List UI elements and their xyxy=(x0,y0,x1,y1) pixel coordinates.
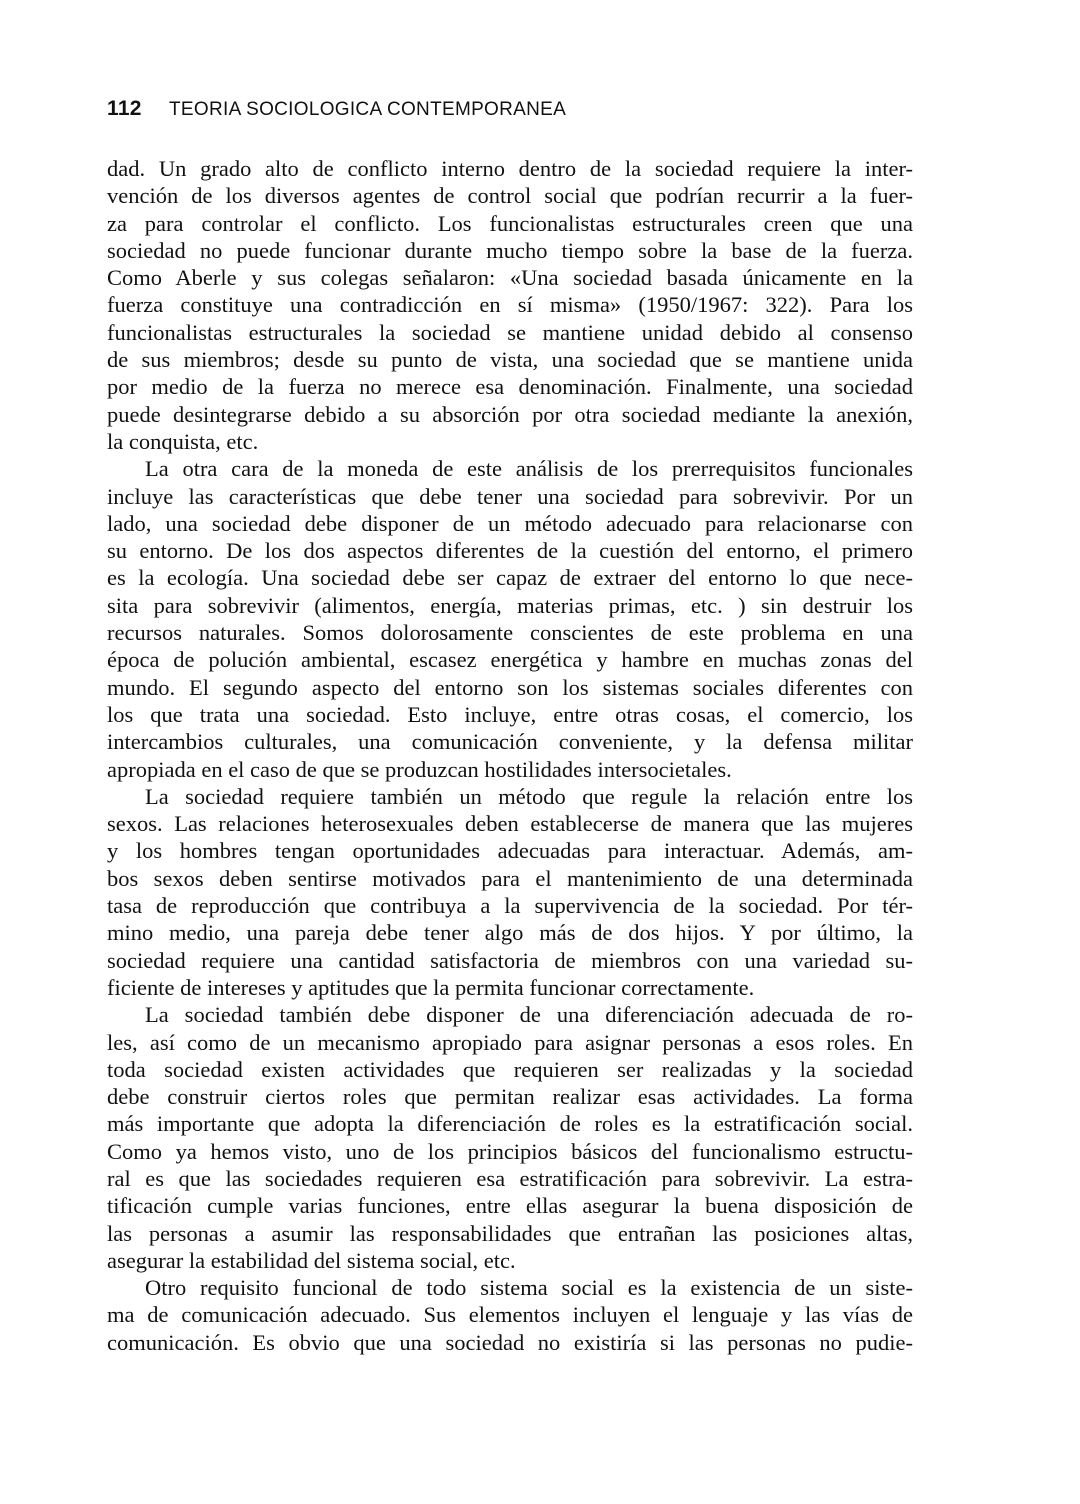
text-line: comunicación. Es obvio que una sociedad no existiría si las personas no pudie- xyxy=(107,1329,913,1355)
paragraph xyxy=(107,455,913,783)
text-line: Como Aberle y sus colegas señalaron: «Una sociedad basada únicamente en la xyxy=(107,265,913,291)
text-line: puede desintegrarse debido a su absorción por otra sociedad mediante la anexión, xyxy=(107,401,913,427)
text-line: lado, una sociedad debe disponer de un método adecuado para relacionarse con xyxy=(107,510,913,536)
page-number: 112 xyxy=(107,97,142,120)
text-line: bos sexos deben sentirse motivados para el mantenimiento de una determinada xyxy=(107,865,913,891)
text-line: tificación cumple varias funciones, entre ellas asegurar la buena disposición de xyxy=(107,1193,913,1219)
running-header xyxy=(107,97,566,121)
text-line: incluye las características que debe tener una sociedad para sobrevivir. Por un xyxy=(107,483,913,509)
text-line: toda sociedad existen actividades que requieren ser realizadas y la sociedad xyxy=(107,1056,913,1082)
text-line: za para controlar el conflicto. Los funcionalistas estructurales creen que una xyxy=(107,210,913,236)
text-line: La otra cara de la moneda de este análisis de los prerrequisitos funcionales xyxy=(145,456,913,482)
paragraph xyxy=(107,1001,913,1274)
paragraph xyxy=(107,155,913,455)
text-line: ral es que las sociedades requieren esa estratificación para sobrevivir. La estra- xyxy=(107,1165,913,1191)
text-line: recursos naturales. Somos dolorosamente conscientes de este problema en una xyxy=(107,620,913,646)
text-line: dad. Un grado alto de conflicto interno dentro de la sociedad requiere la inter- xyxy=(107,156,913,181)
text-line: su entorno. De los dos aspectos diferentes de la cuestión del entorno, el primero xyxy=(107,538,913,564)
text-line: la conquista, etc. xyxy=(107,428,259,454)
text-line: por medio de la fuerza no merece esa denominación. Finalmente, una sociedad xyxy=(107,374,913,400)
text-line: sociedad no puede funcionar durante mucho tiempo sobre la base de la fuerza. xyxy=(107,237,913,263)
paragraph xyxy=(107,783,913,1001)
text-line: las personas a asumir las responsabilidades que entrañan las posiciones altas, xyxy=(107,1220,913,1246)
text-line: apropiada en el caso de que se produzcan hostilidades intersocietales. xyxy=(107,756,732,782)
text-line: Otro requisito funcional de todo sistema social es la existencia de un siste- xyxy=(145,1275,913,1301)
text-line: La sociedad también debe disponer de una diferenciación adecuada de ro- xyxy=(145,1002,913,1028)
text-line: época de polución ambiental, escasez energética y hambre en muchas zonas del xyxy=(107,647,913,673)
text-line: más importante que adopta la diferenciación de roles es la estratificación social. xyxy=(107,1111,913,1137)
text-line: La sociedad requiere también un método que regule la relación entre los xyxy=(145,783,913,809)
text-line: intercambios culturales, una comunicación conveniente, y la defensa militar xyxy=(107,729,913,755)
text-line: sexos. Las relaciones heterosexuales deben establecerse de manera que las mujeres xyxy=(107,811,913,837)
text-line: es la ecología. Una sociedad debe ser capaz de extraer del entorno lo que nece- xyxy=(107,565,913,591)
running-title: TEORIA SOCIOLOGICA CONTEMPORANEA xyxy=(169,99,567,120)
text-line: asegurar la estabilidad del sistema social, etc. xyxy=(107,1247,516,1273)
text-line: funcionalistas estructurales la sociedad se mantiene unidad debido al consenso xyxy=(107,319,913,345)
text-line: tasa de reproducción que contribuya a la supervivencia de la sociedad. Por tér- xyxy=(107,893,913,919)
text-line: fuerza constituye una contradicción en sí misma» (1950/1967: 322). Para los xyxy=(107,292,913,318)
text-line: sociedad requiere una cantidad satisfactoria de miembros con una variedad su- xyxy=(107,947,913,973)
text-line: de sus miembros; desde su punto de vista, una sociedad que se mantiene unida xyxy=(107,347,913,373)
text-line: Como ya hemos visto, uno de los principios básicos del funcionalismo estructu- xyxy=(107,1138,913,1164)
text-line: ficiente de intereses y aptitudes que la permita funcionar correctamente. xyxy=(107,974,755,1000)
text-line: ma de comunicación adecuado. Sus elementos incluyen el lenguaje y las vías de xyxy=(107,1302,913,1328)
text-line: sita para sobrevivir (alimentos, energía, materias primas, etc. ) sin destruir los xyxy=(107,592,913,618)
text-line: mundo. El segundo aspecto del entorno son los sistemas sociales diferentes con xyxy=(107,674,913,700)
text-line: mino medio, una pareja debe tener algo más de dos hijos. Y por último, la xyxy=(107,920,913,946)
text-line: vención de los diversos agentes de control social que podrían recurrir a la fuer- xyxy=(107,183,913,209)
text-line: debe construir ciertos roles que permitan realizar esas actividades. La forma xyxy=(107,1084,913,1110)
text-line: les, así como de un mecanismo apropiado para asignar personas a esos roles. En xyxy=(107,1029,913,1055)
body-text xyxy=(107,155,913,1356)
paragraph xyxy=(107,1274,913,1356)
text-line: los que trata una sociedad. Esto incluye, entre otras cosas, el comercio, los xyxy=(107,701,913,727)
text-line: y los hombres tengan oportunidades adecuadas para interactuar. Además, am- xyxy=(107,838,913,864)
